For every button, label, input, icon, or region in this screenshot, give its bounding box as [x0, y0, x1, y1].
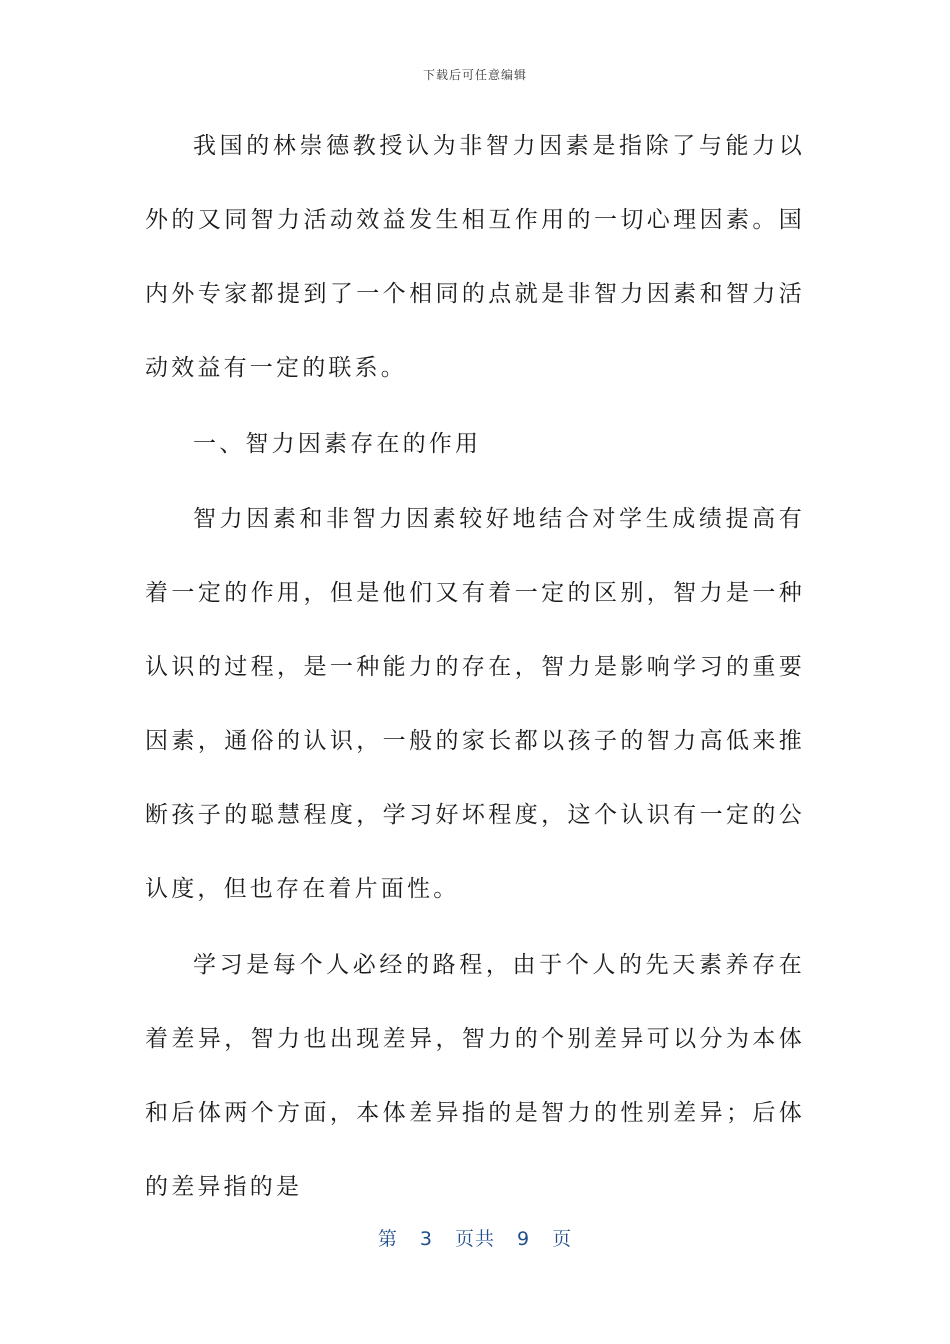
footer-prefix: 第 [377, 1228, 398, 1250]
page-footer [0, 1224, 950, 1251]
total-pages-number: 9 [517, 1228, 531, 1250]
header-note: 下载后可任意编辑 [422, 68, 527, 82]
paragraph-2: 智力因素和非智力因素较好地结合对学生成绩提高有着一定的作用，但是他们又有着一定的区别，智力是一种认识的过程，是一种能力的存在，智力是影响学习的重要因素，通俗的认识，一般的家长都以孩子的智力高低来推断孩子的聪慧程度，学习好坏程度，这个认识有一定的公认度，但也存在着片面性。 [145, 506, 805, 902]
current-page-number: 3 [419, 1228, 433, 1250]
paragraph-1: 我国的林崇德教授认为非智力因素是指除了与能力以外的又同智力活动效益发生相互作用的一切心理因素。国内外专家都提到了一个相同的点就是非智力因素和智力活动效益有一定的联系。 [145, 133, 805, 381]
section-heading: 一、智力因素存在的作用 [193, 431, 482, 457]
footer-suffix: 页 [552, 1228, 573, 1250]
footer-middle: 页共 [454, 1228, 495, 1250]
paragraph-3: 学习是每个人必经的路程，由于个人的先天素养存在着差异，智力也出现差异，智力的个别差异可以分为本体和后体两个方面，本体差异指的是智力的性别差异；后体的差异指的是 [145, 952, 805, 1200]
